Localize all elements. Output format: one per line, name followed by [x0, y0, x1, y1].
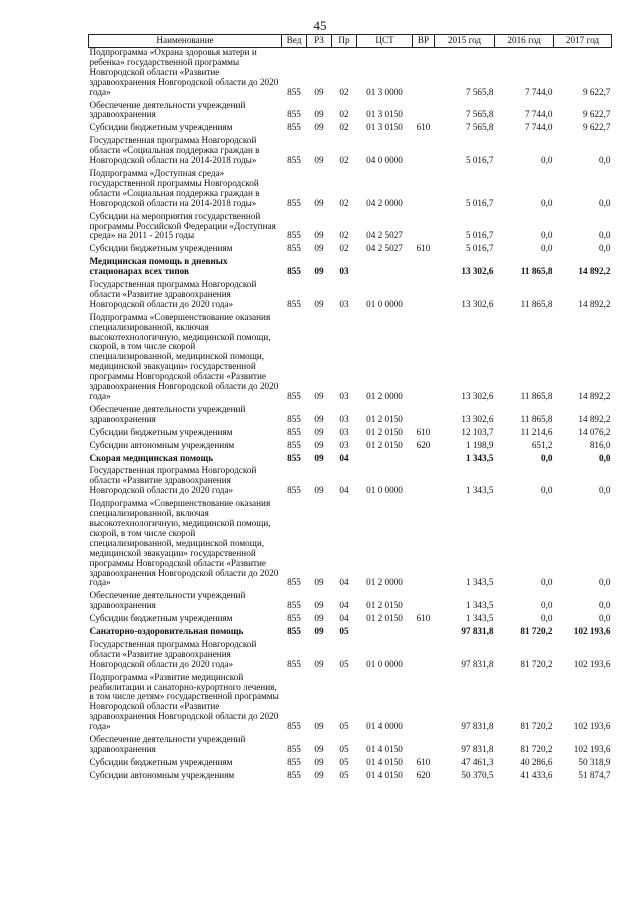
- header-2016: 2016 год: [495, 35, 554, 48]
- row-rz: 09: [314, 721, 324, 732]
- row-2017: 816,0: [589, 439, 611, 450]
- table-row: [89, 755, 612, 768]
- table-header-row: [89, 35, 612, 48]
- row-rz: 09: [314, 756, 324, 767]
- row-2017: 0,0: [599, 197, 611, 208]
- table-row: [89, 611, 612, 624]
- row-vr: [413, 588, 435, 611]
- row-ved: 855: [287, 266, 301, 277]
- row-2016: 40 286,6: [520, 756, 553, 767]
- page-number: 45: [313, 18, 327, 33]
- row-ved: 855: [287, 230, 301, 241]
- row-ved: 855: [287, 485, 301, 496]
- row-2015: 7 565,8: [465, 109, 494, 120]
- row-cst: 01 0 0000: [366, 298, 403, 309]
- row-cst: [357, 254, 413, 277]
- row-2017: 0,0: [599, 600, 611, 611]
- row-2015: 5 016,7: [465, 230, 494, 241]
- row-cst: 01 3 0150: [366, 109, 403, 120]
- row-2017: 14 892,2: [578, 298, 611, 309]
- row-2015: 97 831,8: [461, 658, 494, 669]
- row-rz: 09: [314, 658, 324, 669]
- row-vr: 620: [416, 769, 431, 780]
- row-2016: 81 720,2: [520, 658, 553, 669]
- row-rz: 09: [314, 439, 324, 450]
- row-cst: 01 0 0000: [366, 658, 403, 669]
- table-row: [89, 670, 612, 732]
- table-row: [89, 637, 612, 670]
- row-vr: 620: [416, 439, 431, 450]
- row-vr: [413, 310, 435, 402]
- row-cst: 01 3 0000: [366, 86, 403, 97]
- row-2015: 1 198,9: [465, 439, 494, 450]
- row-rz: 09: [314, 769, 324, 780]
- row-2015: 1 343,5: [465, 600, 494, 611]
- row-name: Субсидии автономным учреждениям: [89, 439, 235, 450]
- row-rz: 09: [314, 452, 324, 463]
- row-2016: 11 865,8: [520, 298, 553, 309]
- row-2015: 97 831,8: [461, 721, 494, 732]
- row-cst: 01 4 0000: [366, 721, 403, 732]
- row-ved: 855: [287, 452, 301, 463]
- row-vr: 610: [416, 613, 431, 624]
- row-vr: [413, 732, 435, 755]
- row-2015: 5 016,7: [465, 197, 494, 208]
- row-name: Субсидии на мероприятия государственной программы Российской Федерации «Доступная среда» на 2011 - 2015 годы: [89, 210, 276, 241]
- table-row: [89, 463, 612, 496]
- row-cst: 01 2 0150: [366, 439, 403, 450]
- row-2015: 50 370,5: [461, 769, 494, 780]
- row-name: Обеспечение деятельности учреждений здравоохранения: [89, 590, 246, 611]
- row-pr: 05: [339, 769, 349, 780]
- row-2017: 9 622,7: [582, 122, 611, 133]
- row-2015: 5 016,7: [465, 155, 494, 166]
- row-pr: 02: [339, 230, 349, 241]
- row-rz: 09: [314, 577, 324, 588]
- row-2016: 11 865,8: [520, 266, 553, 277]
- row-2016: 11 214,6: [520, 426, 553, 437]
- row-pr: 02: [339, 109, 349, 120]
- table-row: [89, 438, 612, 451]
- table-row: [89, 120, 612, 133]
- table-row: [89, 588, 612, 611]
- row-2015: 13 302,6: [461, 413, 494, 424]
- row-cst: 04 0 0000: [366, 155, 403, 166]
- row-vr: [413, 254, 435, 277]
- header-rz: РЗ: [307, 35, 332, 48]
- row-pr: 05: [339, 626, 349, 637]
- row-ved: 855: [287, 298, 301, 309]
- row-rz: 09: [314, 613, 324, 624]
- row-vr: [413, 624, 435, 637]
- row-vr: [413, 670, 435, 732]
- row-rz: 09: [314, 485, 324, 496]
- row-pr: 04: [339, 613, 349, 624]
- row-cst: 04 2 0000: [366, 197, 403, 208]
- header-2017: 2017 год: [554, 35, 612, 48]
- row-2016: 0,0: [541, 577, 553, 588]
- row-2016: 81 720,2: [520, 626, 553, 637]
- row-rz: 09: [314, 626, 324, 637]
- row-cst: 04 2 5027: [366, 230, 403, 241]
- row-cst: 01 2 0000: [366, 577, 403, 588]
- row-name: Подпрограмма «Развитие медицинской реабилитации и санаторно-курортного лечения, в том числе детям» государственной программы Новгородской области «Развитие здравоохранения Новгородской области до 2020 года»: [89, 671, 279, 732]
- row-pr: 05: [339, 756, 349, 767]
- row-2016: 11 865,8: [520, 413, 553, 424]
- row-name: Государственная программа Новгородской области «Развитие здравоохранения Новгородской области до 2020 года»: [89, 638, 257, 669]
- row-rz: 09: [314, 266, 324, 277]
- table-row: [89, 48, 612, 98]
- row-ved: 855: [287, 439, 301, 450]
- row-2015: 13 302,6: [461, 266, 494, 277]
- table-row: [89, 425, 612, 438]
- row-vr: [413, 463, 435, 496]
- row-2016: 11 865,8: [520, 391, 553, 401]
- row-rz: 09: [314, 298, 324, 309]
- row-2015: 12 103,7: [461, 426, 494, 437]
- row-pr: 02: [339, 243, 349, 254]
- row-2017: 102 193,6: [573, 626, 611, 637]
- row-cst: 01 2 0150: [366, 413, 403, 424]
- row-cst: 01 2 0150: [366, 426, 403, 437]
- row-vr: [413, 402, 435, 425]
- row-name: Обеспечение деятельности учреждений здравоохранения: [89, 99, 246, 120]
- row-2017: 0,0: [599, 243, 611, 254]
- row-ved: 855: [287, 600, 301, 611]
- table-row: [89, 310, 612, 402]
- table-row: [89, 451, 612, 464]
- row-pr: 04: [339, 452, 349, 463]
- header-ved: Вед: [282, 35, 307, 48]
- row-cst: 01 4 0150: [366, 756, 403, 767]
- row-2016: 0,0: [541, 155, 553, 166]
- row-name: Скорая медицинская помощь: [89, 452, 214, 463]
- row-2016: 0,0: [541, 613, 553, 624]
- row-2015: 1 343,5: [465, 452, 494, 463]
- row-ved: 855: [287, 658, 301, 669]
- row-ved: 855: [287, 577, 301, 588]
- row-name: Подпрограмма «Охрана здоровья матери и ребенка» государственной программы Новгородской области «Развитие здравоохранения Новгородской области до 2020 года»: [89, 47, 279, 97]
- row-cst: 01 2 0150: [366, 600, 403, 611]
- row-2016: 651,2: [531, 439, 553, 450]
- table-row: [89, 166, 612, 209]
- row-pr: 04: [339, 577, 349, 588]
- row-2015: 1 343,5: [465, 577, 494, 588]
- row-rz: 09: [314, 155, 324, 166]
- table-row: [89, 732, 612, 755]
- row-name: Подпрограмма «Совершенствование оказания специализированной, включая высокотехнологичную, медицинской помощи, скорой, в том числе скорой специализированной, медицинской помощи, медицинской эвакуации» государственной программы Новгородской области «Развитие здравоохранения Новгородской области до 2020 года»: [89, 498, 279, 588]
- row-rz: 09: [314, 413, 324, 424]
- row-name: Обеспечение деятельности учреждений здравоохранения: [89, 403, 246, 424]
- row-rz: 09: [314, 109, 324, 120]
- row-cst: 01 0 0000: [366, 485, 403, 496]
- row-vr: 610: [416, 426, 431, 437]
- table-row: [89, 768, 612, 781]
- row-2015: 47 461,3: [461, 756, 494, 767]
- row-vr: [413, 48, 435, 98]
- row-cst: [357, 624, 413, 637]
- row-rz: 09: [314, 243, 324, 254]
- row-name: Государственная программа Новгородской области «Развитие здравоохранения Новгородской области до 2020 года»: [89, 279, 257, 309]
- row-vr: [413, 98, 435, 121]
- row-2017: 50 318,9: [578, 756, 611, 767]
- row-cst: 01 4 0150: [366, 769, 403, 780]
- row-ved: 855: [287, 413, 301, 424]
- row-name: Субсидии бюджетным учреждениям: [89, 613, 233, 624]
- row-2016: 81 720,2: [520, 721, 553, 732]
- row-cst: 01 4 0150: [366, 744, 403, 754]
- row-pr: 05: [339, 721, 349, 732]
- row-name: Медицинская помощь в дневных стационарах всех типов: [89, 256, 228, 277]
- row-2017: 0,0: [599, 613, 611, 624]
- table-row: [89, 624, 612, 637]
- row-name: Государственная программа Новгородской области «Развитие здравоохранения Новгородской области до 2020 года»: [89, 465, 257, 496]
- row-vr: [413, 277, 435, 310]
- row-ved: 855: [287, 426, 301, 437]
- row-2017: 0,0: [599, 452, 611, 463]
- row-ved: 855: [287, 122, 301, 133]
- row-pr: 03: [339, 426, 349, 437]
- row-pr: 05: [339, 658, 349, 669]
- row-2016: 0,0: [541, 452, 553, 463]
- row-vr: [413, 209, 435, 242]
- row-2015: 97 831,8: [461, 744, 494, 754]
- table-row: [89, 133, 612, 166]
- row-name: Обеспечение деятельности учреждений здравоохранения: [89, 734, 246, 754]
- row-ved: 855: [287, 109, 301, 120]
- table-row: [89, 241, 612, 254]
- row-2016: 0,0: [541, 197, 553, 208]
- row-2016: 7 744,0: [524, 86, 553, 97]
- row-2016: 7 744,0: [524, 109, 553, 120]
- row-pr: 04: [339, 600, 349, 611]
- row-pr: 05: [339, 744, 349, 754]
- row-pr: 03: [339, 439, 349, 450]
- row-2016: 7 744,0: [524, 122, 553, 133]
- row-vr: 610: [416, 756, 431, 767]
- row-name: Подпрограмма «Совершенствование оказания специализированной, включая высокотехнологичную, медицинской помощи, скорой, в том числе скорой специализированной, медицинской помощи, медицинской эвакуации» государственной программы Новгородской области «Развитие здравоохранения Новгородской области до 2020 года»: [89, 311, 279, 401]
- header-name: Наименование: [89, 35, 282, 48]
- row-vr: [413, 496, 435, 588]
- row-name: Субсидии бюджетным учреждениям: [89, 122, 233, 133]
- row-vr: [413, 451, 435, 464]
- row-2016: 0,0: [541, 485, 553, 496]
- row-rz: 09: [314, 86, 324, 97]
- row-pr: 03: [339, 266, 349, 277]
- row-name: Субсидии бюджетным учреждениям: [89, 756, 233, 767]
- row-vr: [413, 637, 435, 670]
- row-2017: 0,0: [599, 230, 611, 241]
- row-2017: 14 076,2: [578, 426, 611, 437]
- row-rz: 09: [314, 391, 324, 401]
- table-row: [89, 209, 612, 242]
- row-2017: 102 193,6: [573, 721, 611, 732]
- table-body: [89, 48, 612, 781]
- header-cst: ЦСТ: [357, 35, 413, 48]
- row-rz: 09: [314, 230, 324, 241]
- header-pr: Пр: [332, 35, 357, 48]
- row-2017: 102 193,6: [573, 744, 611, 754]
- row-cst: [357, 451, 413, 464]
- row-rz: 09: [314, 600, 324, 611]
- row-2017: 0,0: [599, 577, 611, 588]
- row-ved: 855: [287, 197, 301, 208]
- row-2016: 81 720,2: [520, 744, 553, 754]
- row-rz: 09: [314, 426, 324, 437]
- table-row: [89, 402, 612, 425]
- row-2017: 102 193,6: [573, 658, 611, 669]
- row-2015: 5 016,7: [465, 243, 494, 254]
- row-vr: [413, 133, 435, 166]
- row-ved: 855: [287, 744, 301, 754]
- row-2015: 1 343,5: [465, 613, 494, 624]
- row-2017: 51 874,7: [578, 769, 611, 780]
- row-2017: 9 622,7: [582, 109, 611, 120]
- row-cst: 01 2 0150: [366, 613, 403, 624]
- row-rz: 09: [314, 197, 324, 208]
- row-ved: 855: [287, 756, 301, 767]
- row-2017: 0,0: [599, 155, 611, 166]
- row-name: Субсидии бюджетным учреждениям: [89, 243, 233, 254]
- row-name: Подпрограмма «Доступная среда» государственной программы Новгородской области «Социальная поддержка граждан в Новгородской области на 2014-2018 годы»: [89, 167, 260, 208]
- table-row: [89, 254, 612, 277]
- row-2015: 1 343,5: [465, 485, 494, 496]
- row-ved: 855: [287, 86, 301, 97]
- row-rz: 09: [314, 744, 324, 754]
- budget-table: [88, 34, 612, 781]
- row-ved: 855: [287, 769, 301, 780]
- row-2017: 9 622,7: [582, 86, 611, 97]
- row-ved: 855: [287, 613, 301, 624]
- header-vr: ВР: [413, 35, 435, 48]
- row-2017: 14 892,2: [578, 266, 611, 277]
- row-pr: 03: [339, 413, 349, 424]
- row-2017: 14 892,2: [578, 391, 611, 401]
- table-row: [89, 277, 612, 310]
- row-pr: 04: [339, 485, 349, 496]
- row-2015: 97 831,8: [461, 626, 494, 637]
- row-2016: 0,0: [541, 600, 553, 611]
- header-2015: 2015 год: [435, 35, 495, 48]
- table-row: [89, 98, 612, 121]
- row-cst: 04 2 5027: [366, 243, 403, 254]
- row-ved: 855: [287, 155, 301, 166]
- row-2016: 0,0: [541, 230, 553, 241]
- row-name: Субсидии бюджетным учреждениям: [89, 426, 233, 437]
- row-pr: 02: [339, 122, 349, 133]
- row-rz: 09: [314, 122, 324, 133]
- row-name: Санаторно-оздоровительная помощь: [89, 626, 244, 637]
- row-2015: 13 302,6: [461, 391, 494, 401]
- row-pr: 02: [339, 155, 349, 166]
- row-2016: 0,0: [541, 243, 553, 254]
- row-pr: 03: [339, 391, 349, 401]
- row-2015: 7 565,8: [465, 122, 494, 133]
- row-ved: 855: [287, 243, 301, 254]
- row-2017: 0,0: [599, 485, 611, 496]
- row-cst: 01 3 0150: [366, 122, 403, 133]
- row-cst: 01 2 0000: [366, 391, 403, 401]
- table-row: [89, 496, 612, 588]
- row-pr: 02: [339, 197, 349, 208]
- row-2017: 14 892,2: [578, 413, 611, 424]
- row-pr: 03: [339, 298, 349, 309]
- row-name: Государственная программа Новгородской области «Социальная поддержка граждан в Новгородской области на 2014-2018 годы»: [89, 135, 260, 166]
- row-ved: 855: [287, 626, 301, 637]
- row-2015: 13 302,6: [461, 298, 494, 309]
- row-vr: 610: [416, 122, 431, 133]
- row-ved: 855: [287, 721, 301, 732]
- row-2015: 7 565,8: [465, 86, 494, 97]
- row-vr: [413, 166, 435, 209]
- row-vr: 610: [416, 243, 431, 254]
- row-2016: 41 433,6: [520, 769, 553, 780]
- row-name: Субсидии автономным учреждениям: [89, 769, 235, 780]
- row-pr: 02: [339, 86, 349, 97]
- row-ved: 855: [287, 391, 301, 401]
